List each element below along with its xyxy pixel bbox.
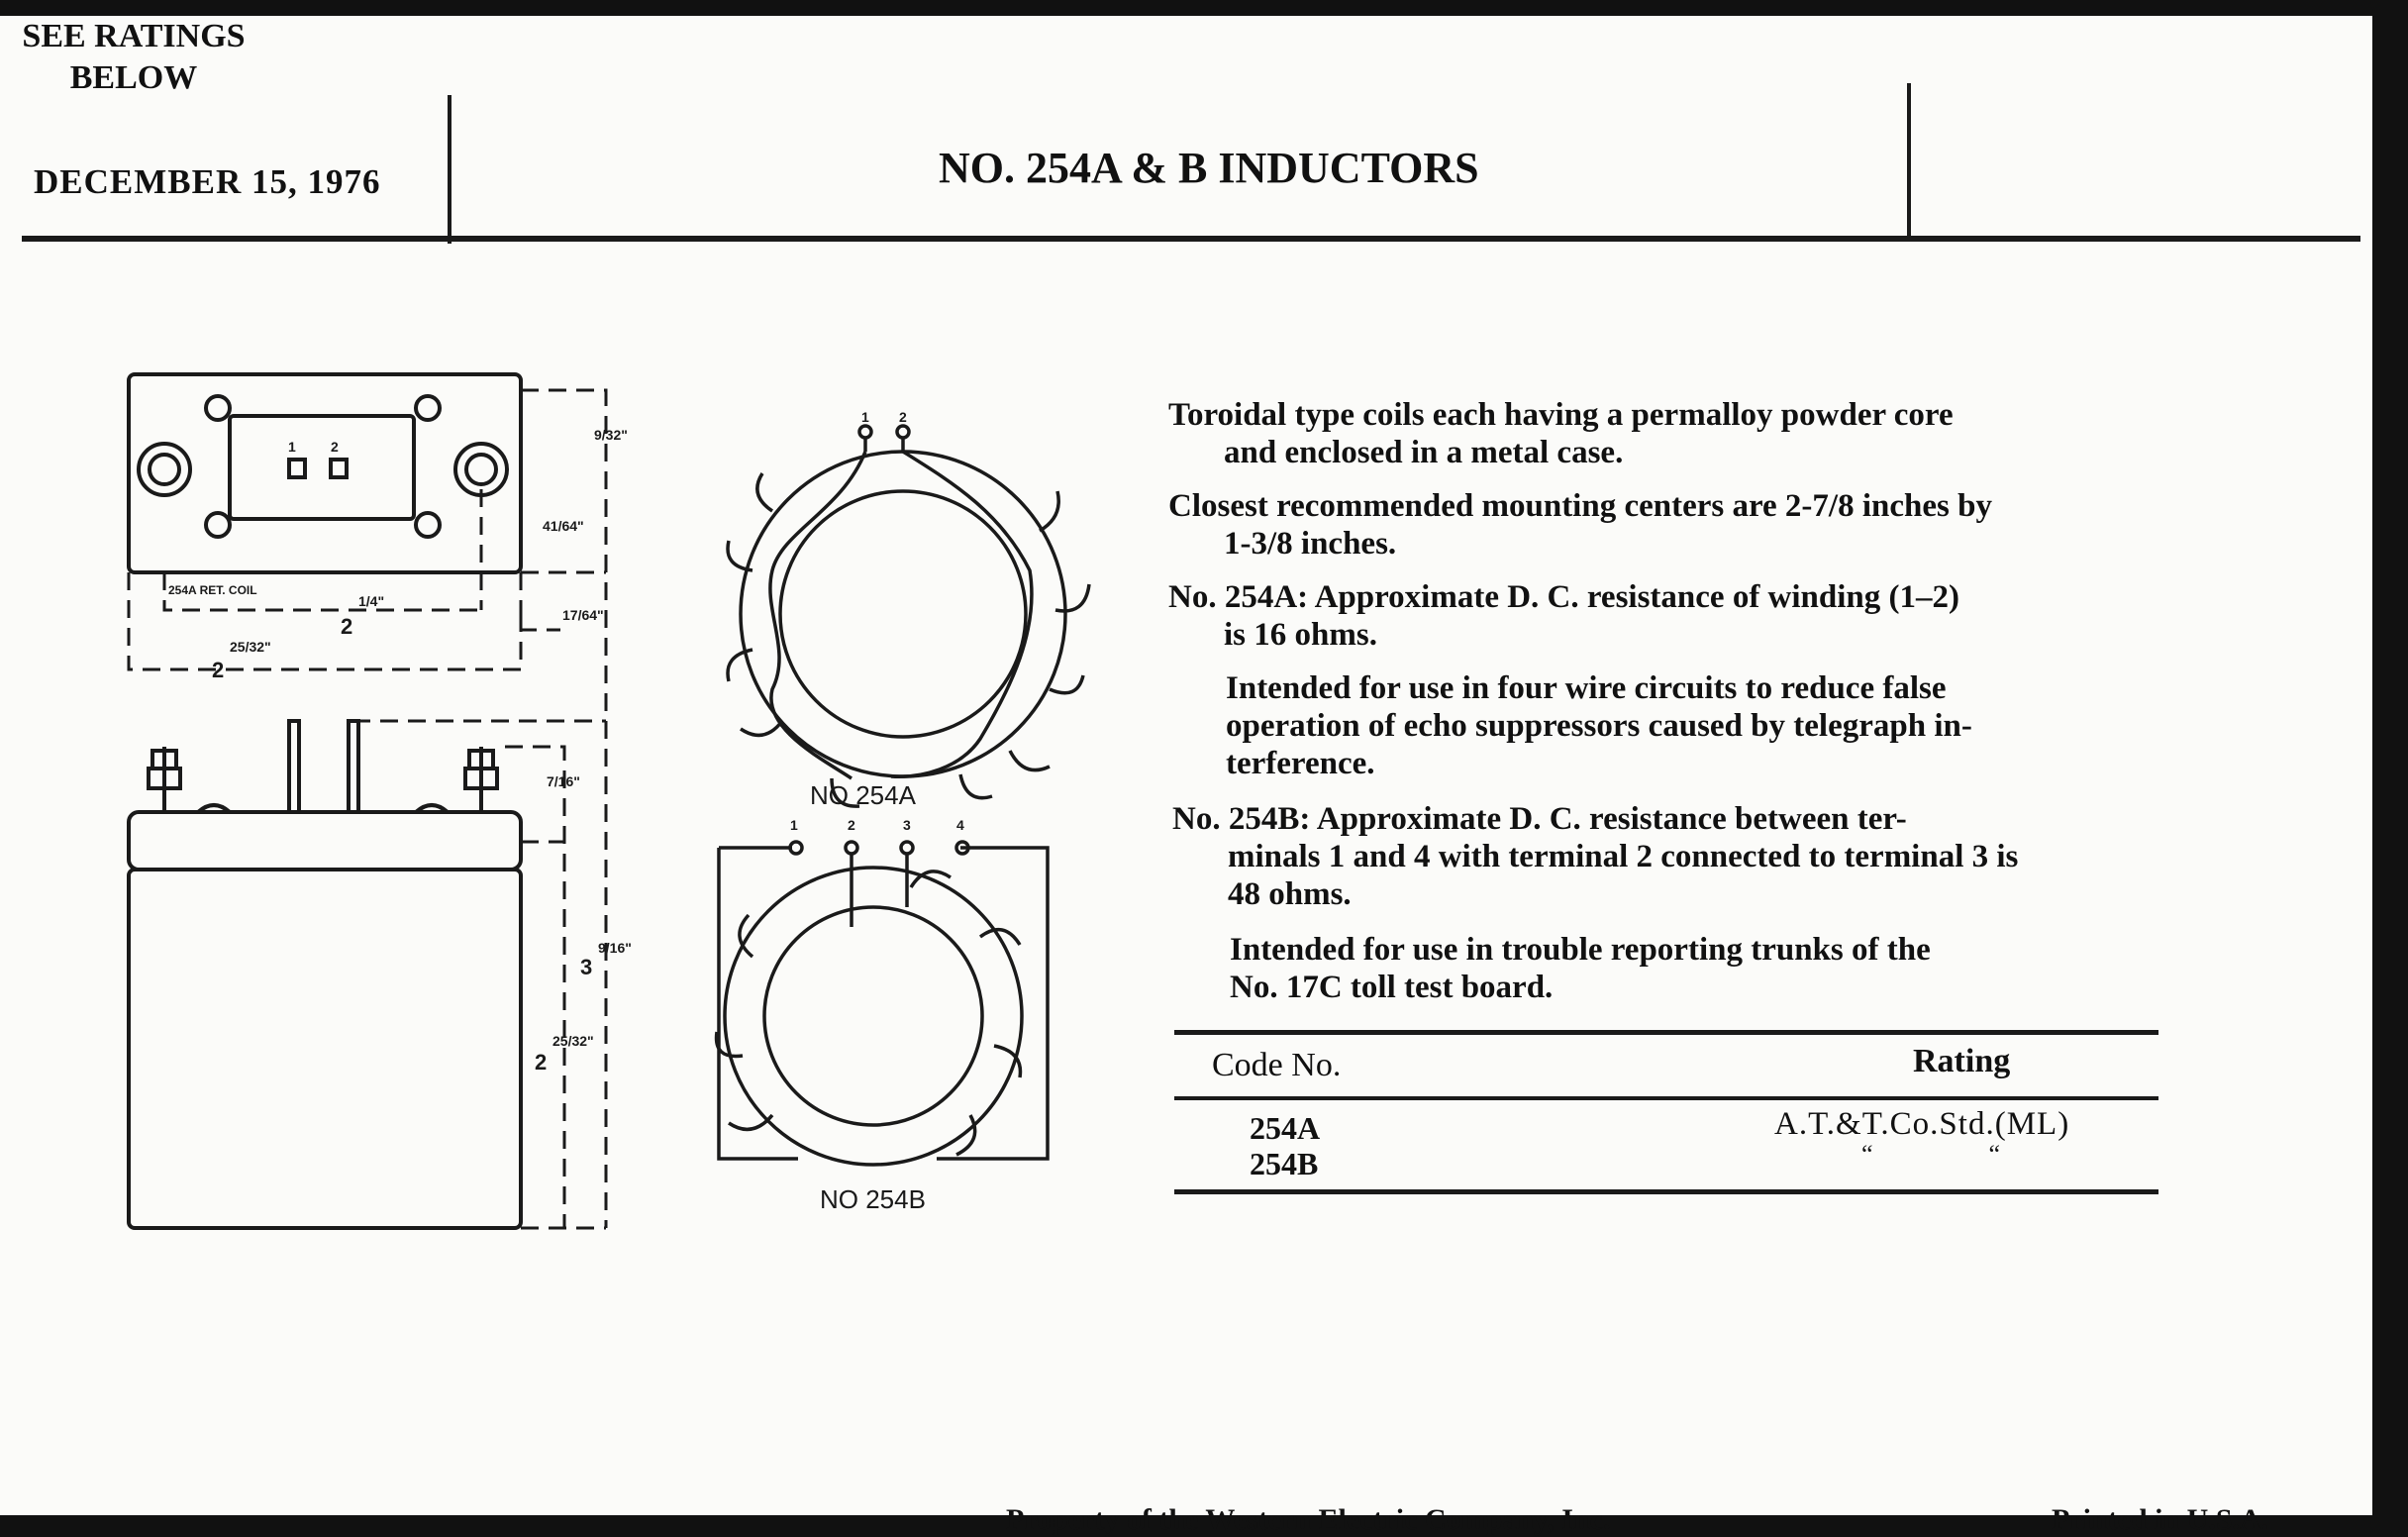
description-paragraph-3 bbox=[1168, 578, 1959, 654]
footer-property: Property of the Western Electric Company, Inc. bbox=[1006, 1503, 1611, 1536]
side-view-stud-left bbox=[149, 747, 180, 812]
footer-printed: Printed in U.S.A. bbox=[2052, 1503, 2269, 1536]
table-header bbox=[1174, 1035, 2158, 1096]
description-paragraph-4 bbox=[1226, 669, 1972, 782]
row-2-rating: “ “ bbox=[1861, 1140, 2001, 1169]
terminal-a1: 1 bbox=[861, 409, 869, 425]
pin-mark-1: 1 bbox=[288, 439, 296, 455]
top-view-label: 254A RET. COIL bbox=[168, 583, 257, 597]
p6-line1: Intended for use in trouble reporting trunks of the bbox=[1230, 932, 1931, 968]
side-view-lugs bbox=[289, 721, 358, 812]
dim-2-25-32-frac: 25/32" bbox=[230, 639, 271, 655]
dim-3-9-16: 3 bbox=[580, 955, 593, 979]
header-divider-right bbox=[1907, 83, 1911, 238]
terminal-b4: 4 bbox=[956, 817, 964, 833]
dim-17-64: 17/64" bbox=[562, 607, 604, 623]
row-2-code: 254B bbox=[1250, 1146, 1319, 1181]
p5-line3: 48 ohms. bbox=[1228, 876, 1352, 912]
pin-mark-2: 2 bbox=[331, 439, 339, 455]
terminal-b2: 2 bbox=[848, 817, 855, 833]
toroid-254b bbox=[717, 842, 1048, 1165]
table-body bbox=[1174, 1100, 2158, 1189]
dim-2-1-4-frac: 1/4" bbox=[358, 593, 385, 609]
description-paragraph-2 bbox=[1168, 487, 1992, 563]
dim-2-25-32-side-frac: 25/32" bbox=[552, 1033, 594, 1049]
ratings-table bbox=[1174, 1030, 2158, 1194]
left-mount-stud bbox=[139, 444, 190, 495]
right-mount-stud bbox=[455, 444, 507, 495]
p4-line3: terference. bbox=[1226, 746, 1375, 781]
issue-date: DECEMBER 15, 1976 bbox=[34, 162, 381, 201]
data-sheet-card bbox=[0, 16, 2372, 1536]
terminal-a2: 2 bbox=[899, 409, 907, 425]
toroid-254a bbox=[728, 426, 1089, 806]
dim-3-9-16-frac: 9/16" bbox=[598, 940, 632, 956]
mechanical-drawings bbox=[0, 16, 1149, 1303]
p1-line2: and enclosed in a metal case. bbox=[1224, 435, 1624, 470]
p4-line1: Intended for use in four wire circuits to reduce false bbox=[1226, 670, 1947, 706]
side-view-can bbox=[129, 870, 521, 1228]
p2-line1: Closest recommended mounting centers are 2-7/8 inches by bbox=[1168, 488, 1992, 524]
side-view-stud-right bbox=[465, 747, 497, 812]
top-view-outline bbox=[129, 374, 521, 572]
dim-9-32: 9/32" bbox=[594, 427, 628, 443]
p3-line2: is 16 ohms. bbox=[1224, 617, 1377, 653]
header-code: Code No. bbox=[1212, 1047, 1342, 1083]
side-view-flange bbox=[129, 812, 521, 870]
dim-41-64: 41/64" bbox=[543, 518, 584, 534]
description-paragraph-1 bbox=[1168, 396, 1954, 471]
p4-line2: operation of echo suppressors caused by telegraph in- bbox=[1226, 708, 1972, 744]
ratings-note-line2: BELOW bbox=[69, 59, 198, 96]
row-1-code: 254A bbox=[1250, 1110, 1321, 1146]
description-paragraph-5 bbox=[1172, 800, 2018, 913]
diagram-254a-label: NO 254A bbox=[810, 780, 916, 810]
page-title: NO. 254A & B INDUCTORS bbox=[939, 144, 1479, 192]
header-rating: Rating bbox=[1913, 1043, 2011, 1079]
row-1-rating: A.T.&T.Co.Std.(ML) bbox=[1774, 1106, 2070, 1142]
p5-line2: minals 1 and 4 with terminal 2 connected to terminal 3 is bbox=[1228, 839, 2019, 874]
description-paragraph-6 bbox=[1230, 931, 1931, 1006]
dim-7-16: 7/16" bbox=[547, 773, 580, 789]
dim-2-1-4: 2 bbox=[341, 614, 353, 639]
p3-line1: No. 254A: Approximate D. C. resistance of winding (1–2) bbox=[1168, 579, 1960, 615]
diagram-254b-label: NO 254B bbox=[820, 1184, 926, 1214]
terminal-b3: 3 bbox=[903, 817, 911, 833]
dim-2-25-32-side: 2 bbox=[535, 1050, 548, 1075]
dim-2-25-32: 2 bbox=[212, 658, 225, 682]
p1-line1: Toroidal type coils each having a permalloy powder core bbox=[1168, 397, 1954, 433]
p2-line2: 1-3/8 inches. bbox=[1224, 526, 1397, 562]
terminal-b1: 1 bbox=[790, 817, 798, 833]
p6-line2: No. 17C toll test board. bbox=[1230, 970, 1554, 1005]
ratings-note-line1: SEE RATINGS bbox=[22, 18, 246, 54]
p5-line1: No. 254B: Approximate D. C. resistance between ter- bbox=[1172, 801, 1907, 837]
top-view-window bbox=[230, 416, 414, 519]
